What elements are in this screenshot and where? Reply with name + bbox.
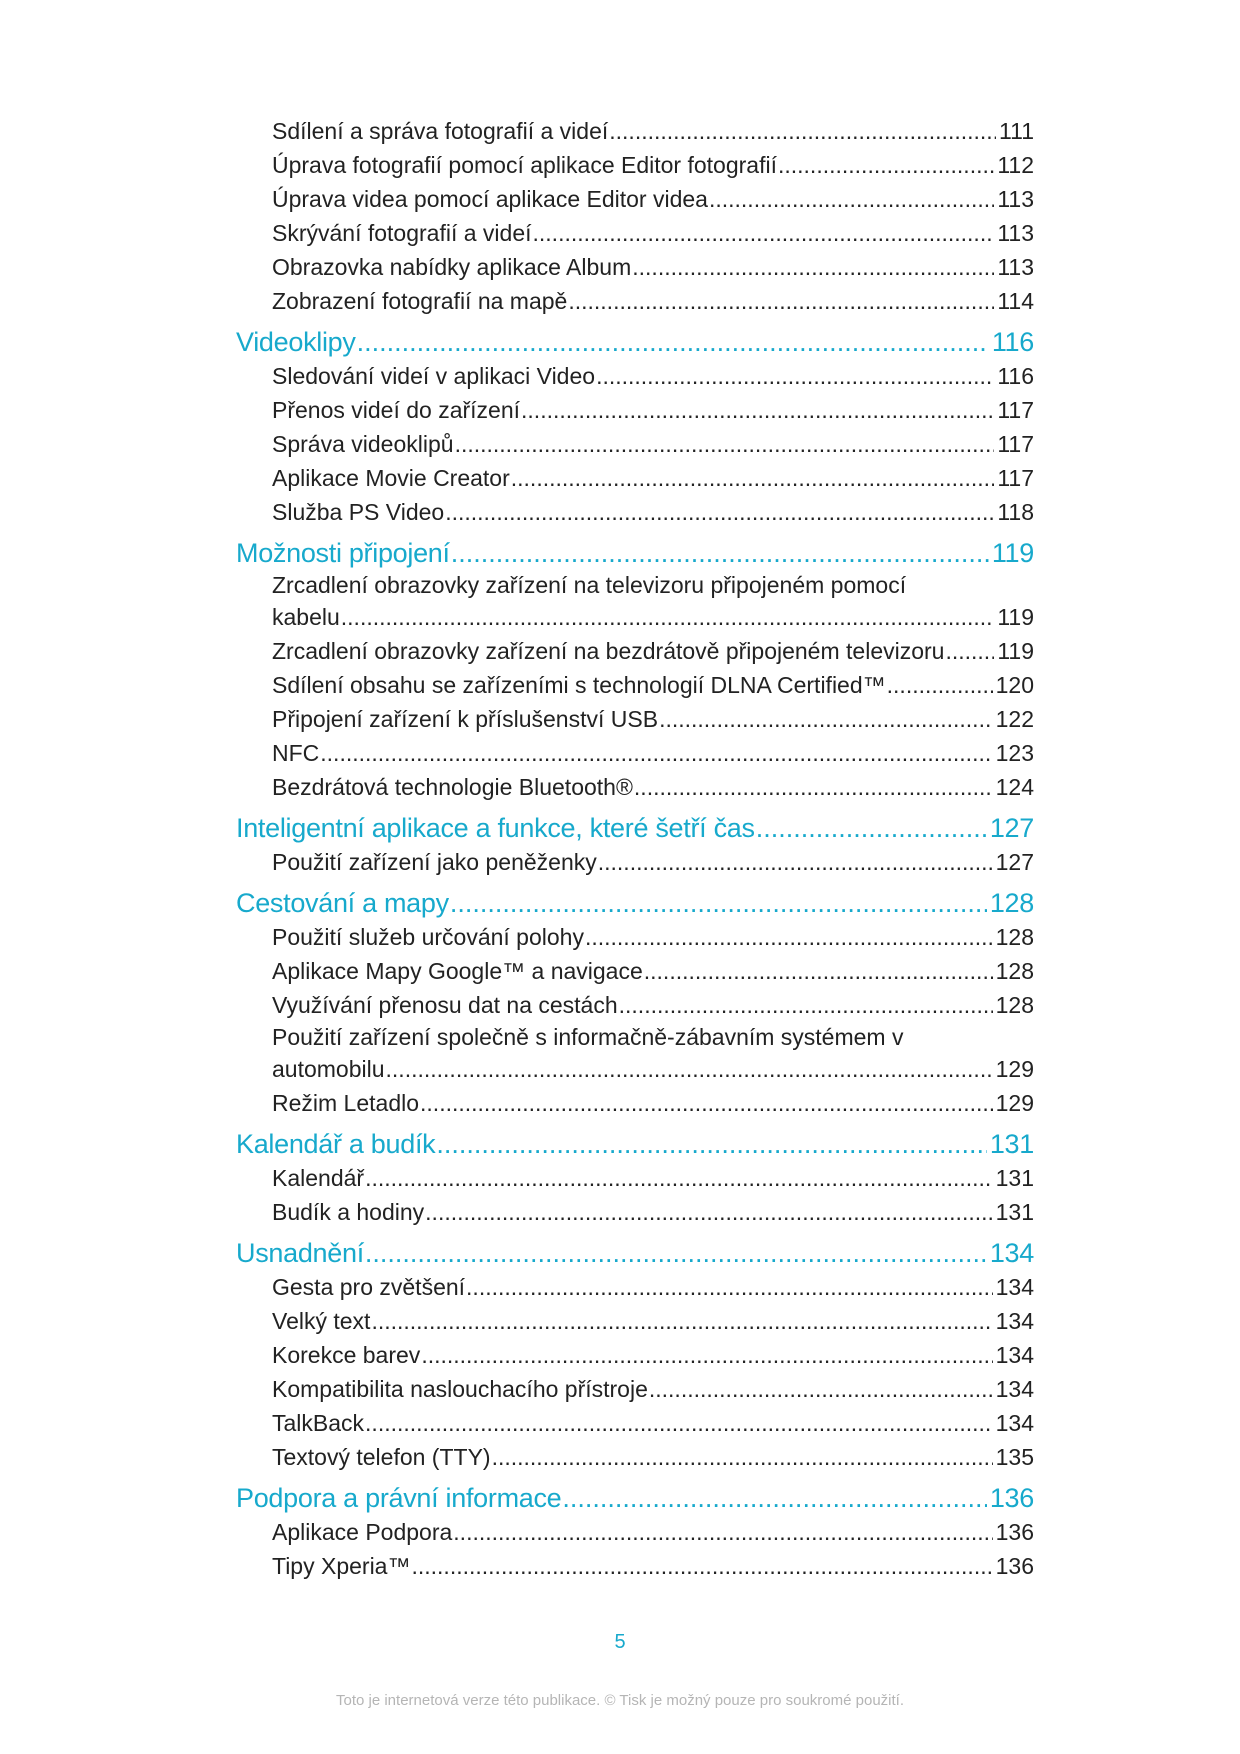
toc-entry-title: Kalendář xyxy=(272,1165,365,1191)
toc-entry-page: 117 xyxy=(997,431,1034,457)
toc-entry-page: 112 xyxy=(997,152,1034,178)
toc-section-page: 128 xyxy=(989,888,1034,918)
toc-entry-title: Sdílení a správa fotografií a videí xyxy=(272,118,609,144)
toc-entry-page: 134 xyxy=(995,1410,1034,1436)
dot-leader xyxy=(320,736,992,770)
toc-section-title: Videoklipy xyxy=(236,327,356,357)
toc-entry-title: Použití služeb určování polohy xyxy=(272,924,584,950)
dot-leader xyxy=(533,216,995,250)
toc-entry[interactable] xyxy=(236,845,1034,879)
toc-entry[interactable] xyxy=(236,1338,1034,1372)
dot-leader xyxy=(756,811,987,845)
toc-section-title: Možnosti připojení xyxy=(236,538,450,568)
toc-entry[interactable] xyxy=(236,114,1034,148)
toc-section[interactable] xyxy=(236,811,1034,845)
toc-entry-title: Gesta pro zvětšení xyxy=(272,1274,466,1300)
toc-entry-title: Režim Letadlo xyxy=(272,1090,420,1116)
dot-leader xyxy=(453,1515,992,1549)
toc-entry[interactable] xyxy=(236,634,1034,668)
toc-section-page: 119 xyxy=(991,538,1034,568)
toc-entry-page: 129 xyxy=(995,1056,1034,1082)
toc-entry[interactable] xyxy=(236,600,1034,634)
toc-entry-title: Služba PS Video xyxy=(272,499,445,525)
dot-leader xyxy=(357,325,989,359)
dot-leader xyxy=(649,1372,993,1406)
toc-entry[interactable] xyxy=(236,148,1034,182)
dot-leader xyxy=(596,359,994,393)
dot-leader xyxy=(365,1406,993,1440)
toc-entry[interactable] xyxy=(236,393,1034,427)
dot-leader xyxy=(492,1440,993,1474)
toc-entry-page: 120 xyxy=(995,672,1034,698)
dot-leader xyxy=(445,495,994,529)
dot-leader xyxy=(609,114,996,148)
toc-entry[interactable] xyxy=(236,284,1034,318)
toc-entry-title: Skrývání fotografií a videí xyxy=(272,220,532,246)
dot-leader xyxy=(511,461,995,495)
toc-entry-page: 128 xyxy=(995,992,1034,1018)
dot-leader xyxy=(466,1270,993,1304)
toc-entry[interactable] xyxy=(236,668,1034,702)
toc-section-page: 134 xyxy=(989,1238,1034,1268)
dot-leader xyxy=(421,1338,992,1372)
dot-leader xyxy=(562,1481,986,1515)
toc-entry[interactable] xyxy=(236,461,1034,495)
dot-leader xyxy=(887,668,993,702)
toc-entry-title: Připojení zařízení k příslušenství USB xyxy=(272,706,659,732)
toc-entry-page: 117 xyxy=(997,465,1034,491)
toc-entry[interactable] xyxy=(236,1052,1034,1086)
dot-leader xyxy=(420,1086,993,1120)
toc-entry-title: Aplikace Movie Creator xyxy=(272,465,510,491)
toc-section-page: 136 xyxy=(989,1483,1034,1513)
dot-leader xyxy=(709,182,994,216)
dot-leader xyxy=(778,148,994,182)
dot-leader xyxy=(425,1195,992,1229)
toc-entry[interactable] xyxy=(236,1161,1034,1195)
toc-section[interactable] xyxy=(236,886,1034,920)
toc-entry-title: Sledování videí v aplikaci Video xyxy=(272,363,596,389)
toc-section-title: Podpora a právní informace xyxy=(236,1483,562,1513)
dot-leader xyxy=(386,1052,993,1086)
dot-leader xyxy=(451,536,989,570)
toc-entry-page: 123 xyxy=(995,740,1034,766)
toc-entry-title: TalkBack xyxy=(272,1410,365,1436)
toc-entry-title: Využívání přenosu dat na cestách xyxy=(272,992,618,1018)
toc-entry[interactable] xyxy=(236,1515,1034,1549)
dot-leader xyxy=(455,427,995,461)
toc-section-title: Kalendář a budík xyxy=(236,1129,436,1159)
toc-section-title: Usnadnění xyxy=(236,1238,364,1268)
toc-entry[interactable] xyxy=(236,1372,1034,1406)
toc-entry-title: Velký text xyxy=(272,1308,371,1334)
dot-leader xyxy=(568,284,994,318)
footer-note: Toto je internetová verze této publikace. © Tisk je možný pouze pro soukromé použití. xyxy=(335,1692,904,1709)
toc-entry[interactable] xyxy=(236,1304,1034,1338)
toc-entry-line[interactable] xyxy=(236,570,1034,600)
dot-leader xyxy=(659,702,993,736)
toc-section-title: Cestování a mapy xyxy=(236,888,449,918)
dot-leader xyxy=(411,1549,992,1583)
toc-entry-title: Sdílení obsahu se zařízeními s technologií DLNA Certified™ xyxy=(272,672,886,698)
toc-entry-title: NFC xyxy=(272,740,320,766)
dot-leader xyxy=(598,845,993,879)
toc-entry[interactable] xyxy=(236,736,1034,770)
toc-entry-title: Obrazovka nabídky aplikace Album xyxy=(272,254,632,280)
toc-entry-page: 131 xyxy=(995,1165,1034,1191)
dot-leader xyxy=(436,1127,986,1161)
toc-entry[interactable] xyxy=(236,427,1034,461)
toc-entry-title: Úprava videa pomocí aplikace Editor videa xyxy=(272,186,708,212)
toc-section-page: 127 xyxy=(989,813,1034,843)
dot-leader xyxy=(634,770,993,804)
dot-leader xyxy=(371,1304,992,1338)
toc-entry[interactable] xyxy=(236,1406,1034,1440)
page-number: 5 xyxy=(614,1631,626,1653)
toc-section[interactable] xyxy=(236,1236,1034,1270)
toc-entry[interactable] xyxy=(236,988,1034,1022)
toc-entry-page: 131 xyxy=(995,1199,1034,1225)
toc-entry[interactable] xyxy=(236,359,1034,393)
toc-entry-page: 111 xyxy=(999,118,1034,144)
toc-entry[interactable] xyxy=(236,495,1034,529)
toc-entry[interactable] xyxy=(236,1270,1034,1304)
toc-entry[interactable] xyxy=(236,1440,1034,1474)
toc-section[interactable] xyxy=(236,325,1034,359)
toc-entry-page: 135 xyxy=(995,1444,1034,1470)
toc-entry-title: Zobrazení fotografií na mapě xyxy=(272,288,568,314)
toc-entry-page: 114 xyxy=(997,288,1034,314)
toc-entry-page: 118 xyxy=(997,499,1034,525)
toc-section-title: Inteligentní aplikace a funkce, které šetří čas xyxy=(236,813,755,843)
toc-entry-title: Úprava fotografií pomocí aplikace Editor fotografií xyxy=(272,152,777,178)
toc-entry-page: 128 xyxy=(995,958,1034,984)
toc-entry-title: Kompatibilita naslouchacího přístroje xyxy=(272,1376,648,1402)
dot-leader xyxy=(450,886,987,920)
toc-entry-page: 117 xyxy=(997,397,1034,423)
toc-entry-page: 134 xyxy=(995,1274,1034,1300)
table-of-contents xyxy=(236,114,1034,1583)
toc-entry[interactable] xyxy=(236,770,1034,804)
toc-entry-page: 129 xyxy=(995,1090,1034,1116)
toc-entry-line[interactable] xyxy=(236,1022,1034,1052)
dot-leader xyxy=(365,1161,993,1195)
toc-entry-title: Použití zařízení jako peněženky xyxy=(272,849,597,875)
toc-entry-page: 116 xyxy=(997,363,1034,389)
toc-entry-page: 119 xyxy=(997,638,1034,664)
toc-entry-title: automobilu xyxy=(272,1056,385,1082)
toc-section[interactable] xyxy=(236,1127,1034,1161)
toc-entry-title: Aplikace Mapy Google™ a navigace xyxy=(272,958,643,984)
toc-entry-page: 136 xyxy=(995,1553,1034,1579)
toc-entry-page: 134 xyxy=(995,1308,1034,1334)
toc-entry-title: Použití zařízení společně s informačně-zábavním systémem v xyxy=(272,1024,904,1050)
toc-entry[interactable] xyxy=(236,1086,1034,1120)
toc-entry-page: 119 xyxy=(997,604,1034,630)
dot-leader xyxy=(619,988,993,1022)
toc-entry-page: 113 xyxy=(997,254,1034,280)
toc-entry-title: kabelu xyxy=(272,604,340,630)
toc-entry-title: Textový telefon (TTY) xyxy=(272,1444,491,1470)
toc-entry-page: 128 xyxy=(995,924,1034,950)
toc-entry-title: Zrcadlení obrazovky zařízení na bezdrátově připojeném televizoru xyxy=(272,638,945,664)
toc-entry-title: Přenos videí do zařízení xyxy=(272,397,521,423)
toc-entry-title: Korekce barev xyxy=(272,1342,421,1368)
toc-entry[interactable] xyxy=(236,1549,1034,1583)
toc-entry[interactable] xyxy=(236,920,1034,954)
toc-entry-page: 113 xyxy=(997,186,1034,212)
toc-entry-page: 113 xyxy=(997,220,1034,246)
toc-section[interactable] xyxy=(236,1481,1034,1515)
toc-entry-title: Správa videoklipů xyxy=(272,431,454,457)
toc-entry-title: Bezdrátová technologie Bluetooth® xyxy=(272,774,633,800)
dot-leader xyxy=(341,600,995,634)
toc-entry-title: Zrcadlení obrazovky zařízení na televizoru připojeném pomocí xyxy=(272,572,907,598)
toc-section-page: 116 xyxy=(991,327,1034,357)
toc-entry-title: Aplikace Podpora xyxy=(272,1519,453,1545)
dot-leader xyxy=(945,634,994,668)
toc-entry-page: 134 xyxy=(995,1342,1034,1368)
dot-leader xyxy=(521,393,994,427)
toc-section[interactable] xyxy=(236,536,1034,570)
toc-entry[interactable] xyxy=(236,954,1034,988)
toc-entry-page: 122 xyxy=(995,706,1034,732)
dot-leader xyxy=(632,250,994,284)
toc-entry-page: 134 xyxy=(995,1376,1034,1402)
toc-entry-title: Tipy Xperia™ xyxy=(272,1553,411,1579)
dot-leader xyxy=(585,920,993,954)
toc-entry-page: 136 xyxy=(995,1519,1034,1545)
toc-entry-page: 127 xyxy=(995,849,1034,875)
dot-leader xyxy=(644,954,993,988)
dot-leader xyxy=(365,1236,987,1270)
toc-entry[interactable] xyxy=(236,250,1034,284)
toc-entry[interactable] xyxy=(236,1195,1034,1229)
toc-entry[interactable] xyxy=(236,182,1034,216)
toc-entry[interactable] xyxy=(236,216,1034,250)
toc-entry-title: Budík a hodiny xyxy=(272,1199,425,1225)
toc-entry-page: 124 xyxy=(995,774,1034,800)
toc-entry[interactable] xyxy=(236,702,1034,736)
toc-section-page: 131 xyxy=(989,1129,1034,1159)
